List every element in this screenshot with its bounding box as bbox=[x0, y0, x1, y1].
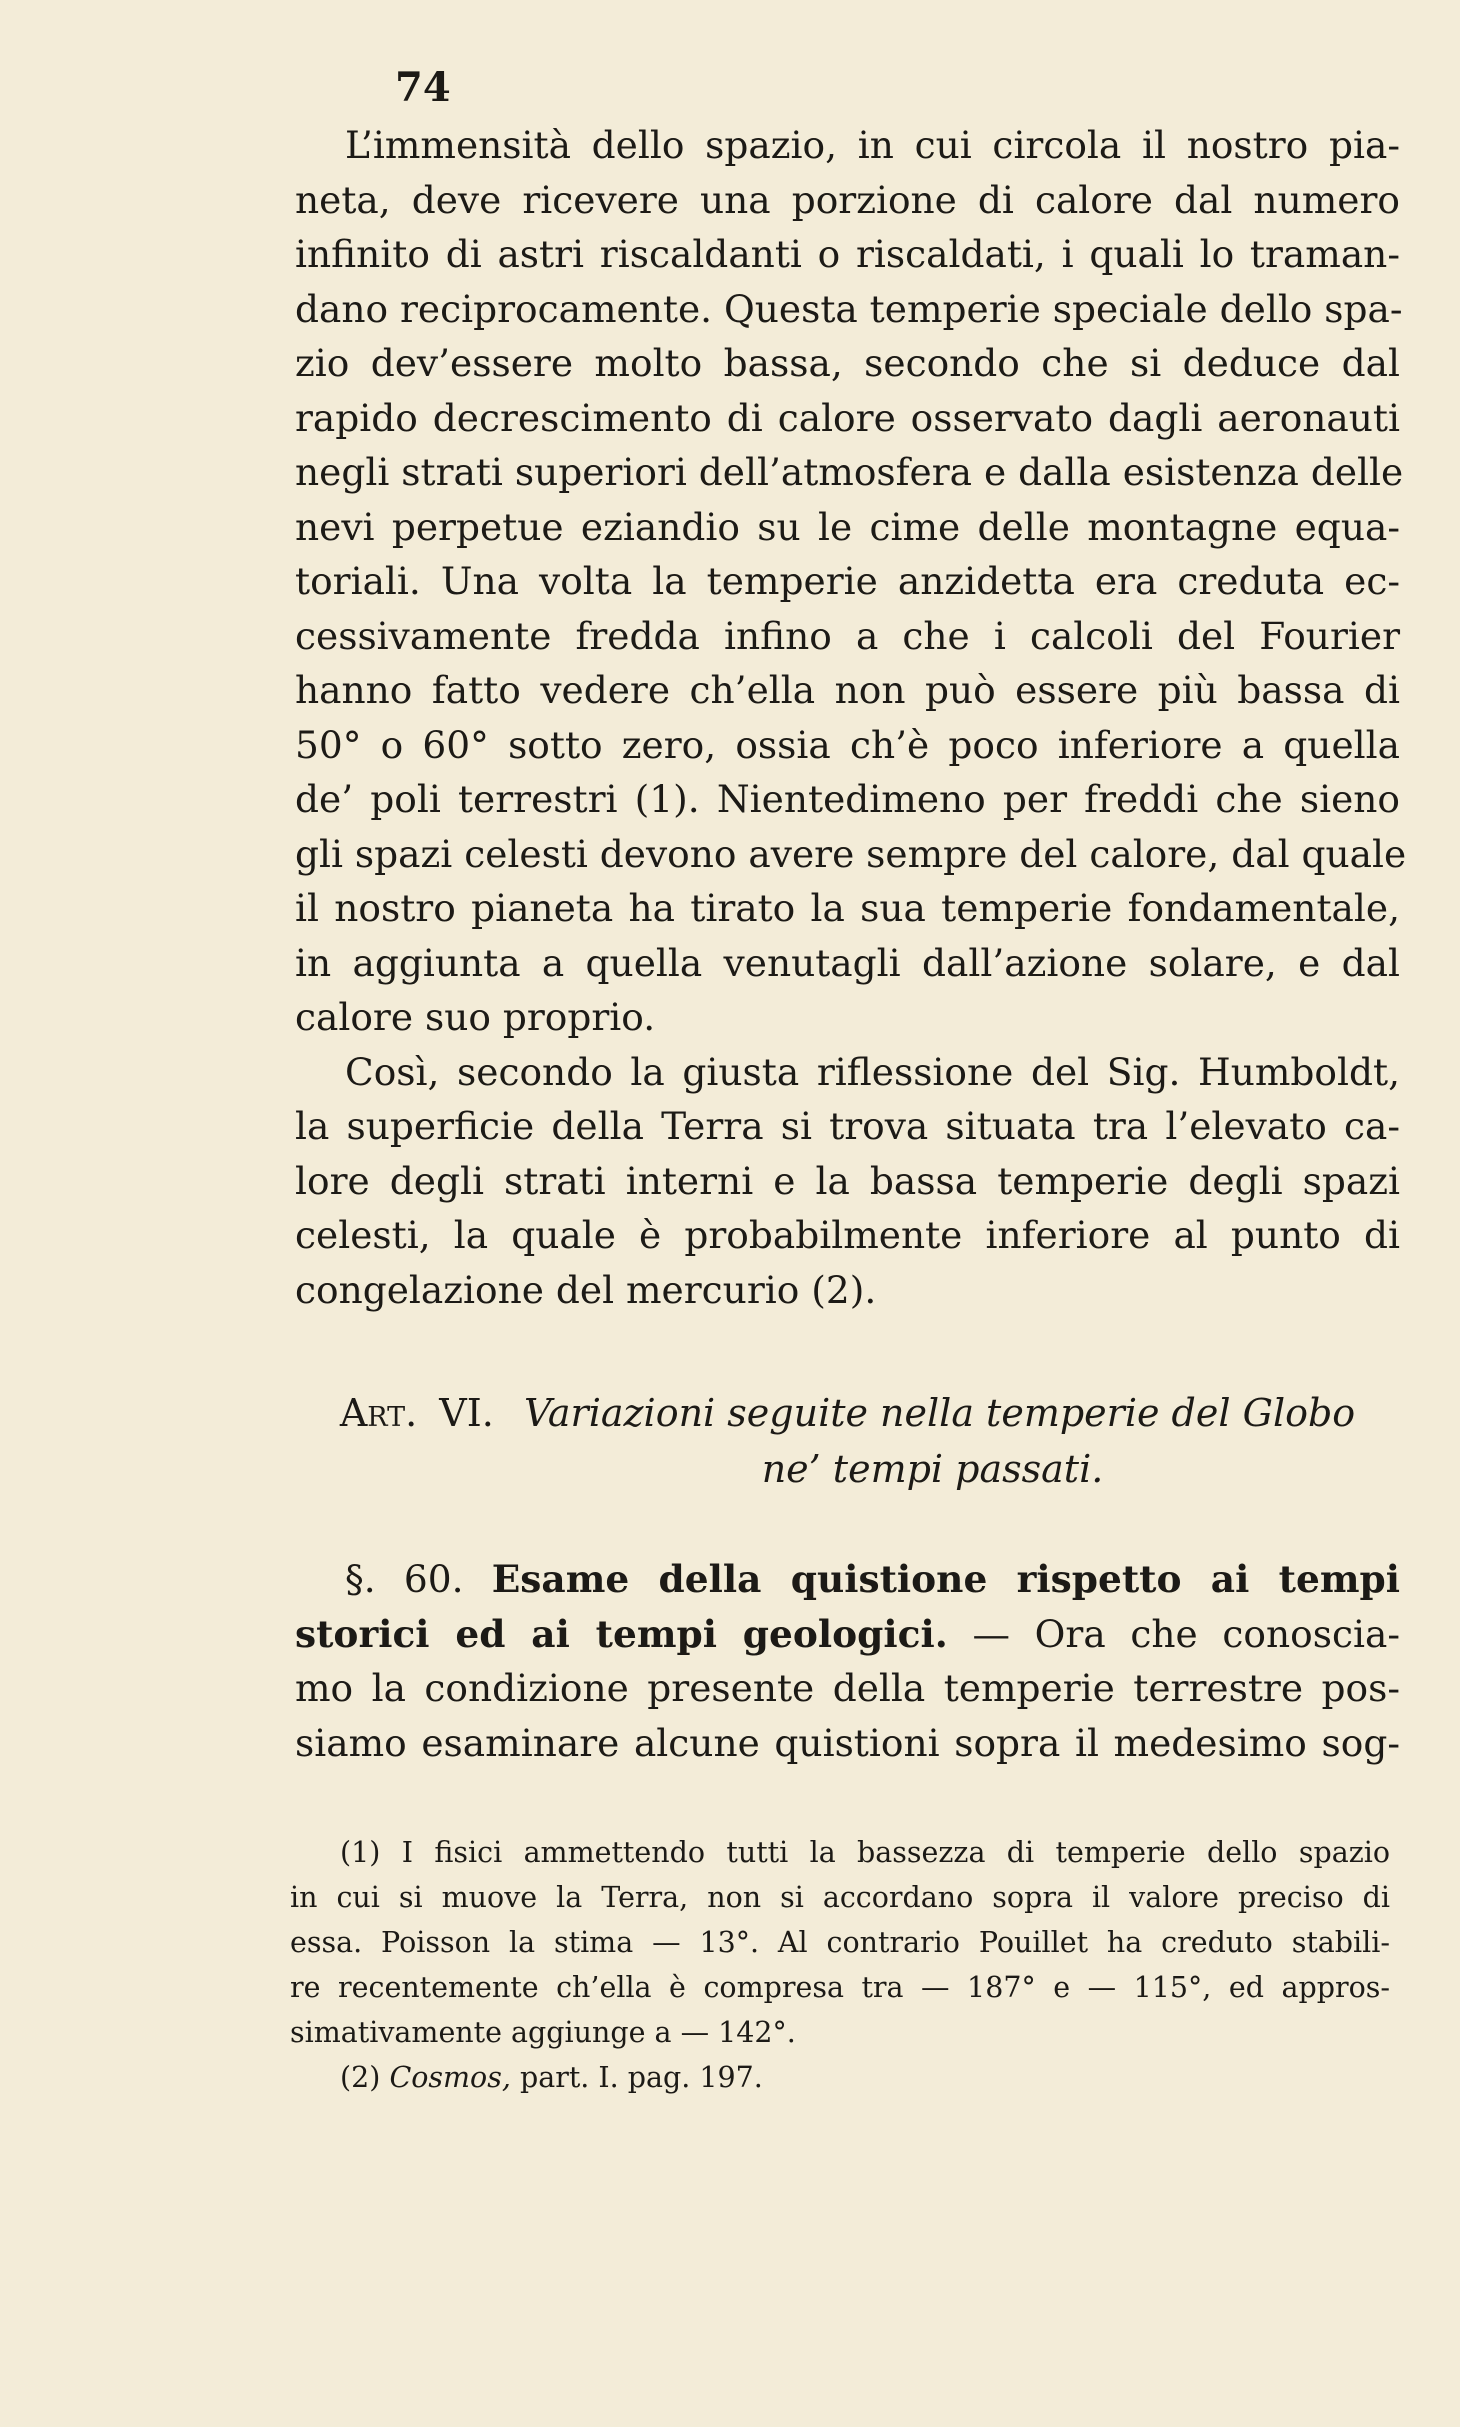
footnote-line: essa. Poisson la stima — 13°. Al contrario Pouillet ha creduto stabili- bbox=[290, 1926, 1390, 1959]
section-mark: §. 60. bbox=[345, 1557, 464, 1601]
text-line: il nostro pianeta ha tirato la sua temperie fondamentale, bbox=[295, 886, 1400, 930]
footnotes bbox=[290, 1830, 1390, 2100]
text-line: gli spazi celesti devono avere sempre del calore, dal quale bbox=[295, 831, 1407, 876]
footnote-2 bbox=[290, 2055, 1390, 2100]
heading-line-1 bbox=[295, 1385, 1400, 1441]
footnote-marker: (2) bbox=[340, 2061, 381, 2094]
body-text bbox=[295, 118, 1407, 1317]
section-heading-line bbox=[295, 1552, 1400, 1607]
text-line: toriali. Una volta la temperie anzidetta era creduta ec- bbox=[295, 559, 1400, 603]
text-line: 50° o 60° sotto zero, ossia ch’è poco inferiore a quella bbox=[295, 722, 1400, 767]
text-line: mo la condizione presente della temperie terrestre pos- bbox=[295, 1666, 1400, 1710]
text-line: Così, secondo la giusta riflessione del Sig. Humboldt, bbox=[345, 1049, 1400, 1094]
em-dash: — bbox=[972, 1611, 1010, 1656]
section-heading-line bbox=[295, 1607, 1400, 1662]
text-line: lore degli strati interni e la bassa temperie degli spazi bbox=[295, 1158, 1400, 1203]
text-line: siamo esaminare alcune quistioni sopra il medesimo sog- bbox=[295, 1720, 1400, 1765]
article-title-continued: ne’ tempi passati. bbox=[761, 1447, 1104, 1491]
section-title: Esame della quistione rispetto ai tempi bbox=[491, 1557, 1400, 1601]
text-line: in aggiunta a quella venutagli dall’azione solare, e dal bbox=[295, 940, 1400, 985]
article-number: VI. bbox=[439, 1391, 494, 1435]
footnote-reference: part. I. pag. 197. bbox=[519, 2061, 763, 2094]
text-line: congelazione del mercurio (2). bbox=[295, 1267, 877, 1312]
text-line: neta, deve ricevere una porzione di calore dal numero bbox=[295, 177, 1400, 222]
section-60 bbox=[295, 1552, 1400, 1770]
text-line: celesti, la quale è probabilmente inferiore al punto di bbox=[295, 1213, 1400, 1257]
page-number: 74 bbox=[395, 64, 451, 111]
text-line: nevi perpetue eziandio su le cime delle montagne equa- bbox=[295, 504, 1400, 549]
footnote-line: simativamente aggiunge a — 142°. bbox=[290, 2016, 796, 2049]
heading-line-2 bbox=[295, 1441, 1400, 1497]
text-line: dano reciprocamente. Questa temperie speciale dello spa- bbox=[295, 286, 1403, 331]
text-line: de’ poli terrestri (1). Nientedimeno per freddi che sieno bbox=[295, 777, 1400, 821]
text-fragment: Ora che conoscia- bbox=[1034, 1611, 1400, 1656]
footnote-line: re recentemente ch’ella è compresa tra — 187° e — 115°, ed appros- bbox=[290, 1971, 1390, 2004]
text-line: zio dev’essere molto bassa, secondo che si deduce dal bbox=[295, 341, 1400, 385]
text-line: calore suo proprio. bbox=[295, 995, 656, 1039]
text-line: hanno fatto vedere ch’ella non può essere più bassa di bbox=[295, 668, 1400, 712]
article-title: Variazioni seguite nella temperie del Globo bbox=[523, 1391, 1356, 1435]
text-line: negli strati superiori dell’atmosfera e dalla esistenza delle bbox=[295, 450, 1404, 494]
footnote-line: in cui si muove la Terra, non si accordano sopra il valore preciso di bbox=[290, 1881, 1390, 1914]
text-line: cessivamente fredda infino a che i calcoli del Fourier bbox=[295, 613, 1400, 658]
section-title-continued: storici ed ai tempi geologici. bbox=[295, 1611, 948, 1656]
text-line: la superficie della Terra si trova situata tra l’elevato ca- bbox=[295, 1104, 1400, 1148]
text-line: L’immensità dello spazio, in cui circola il nostro pia- bbox=[345, 123, 1400, 167]
article-label: Art. bbox=[339, 1391, 418, 1435]
footnote-source-title: Cosmos, bbox=[389, 2061, 511, 2094]
text-line: infinito di astri riscaldanti o riscaldati, i quali lo traman- bbox=[295, 232, 1400, 276]
article-heading bbox=[295, 1385, 1400, 1497]
footnote-line: (1) I fisici ammettendo tutti la bassezza di temperie dello spazio bbox=[340, 1836, 1390, 1869]
text-line: rapido decrescimento di calore osservato dagli aeronauti bbox=[295, 395, 1400, 440]
